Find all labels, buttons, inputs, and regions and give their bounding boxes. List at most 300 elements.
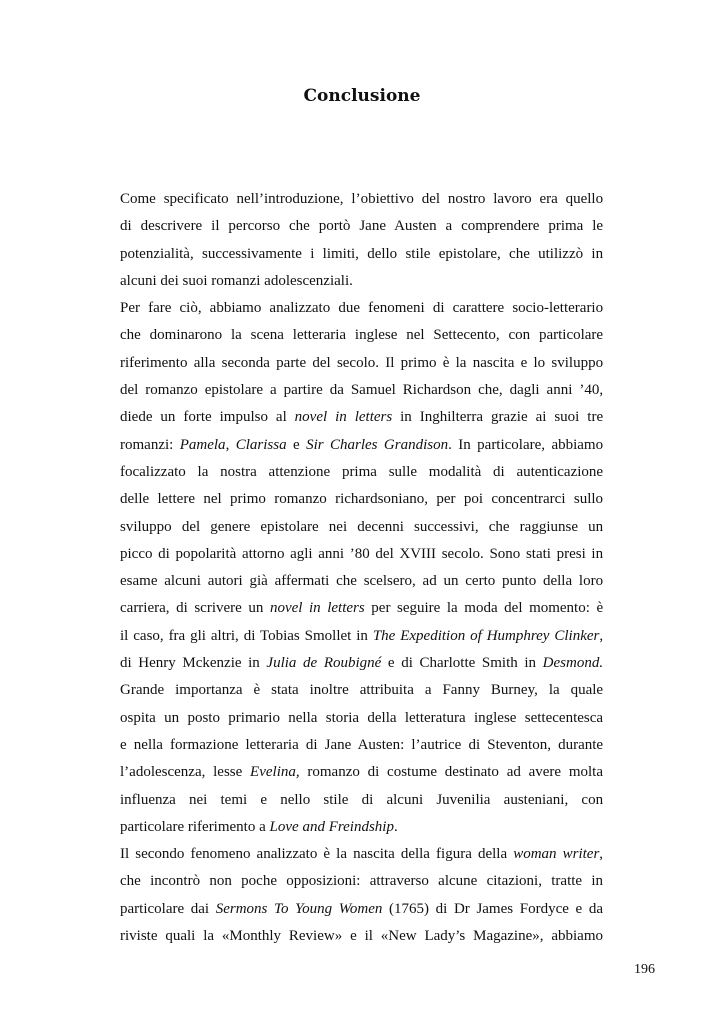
- word: letteratura: [404, 709, 466, 726]
- text-line: [120, 623, 603, 650]
- word: concentrarci: [491, 491, 566, 508]
- word: durante: [558, 736, 603, 753]
- word: .: [393, 818, 398, 835]
- word: ,: [225, 436, 230, 453]
- word: nello: [280, 791, 311, 808]
- word: di: [176, 600, 188, 617]
- italic-word: Roubigné: [323, 655, 382, 672]
- word: molta: [568, 764, 603, 781]
- word: costume: [387, 764, 438, 781]
- word: sullo: [573, 491, 603, 508]
- word: austeniani,: [503, 791, 569, 808]
- word: importanza: [175, 682, 243, 699]
- word: momento:: [529, 600, 590, 617]
- text-line: [120, 213, 603, 240]
- word: loro: [578, 573, 603, 590]
- word: settecentesca: [524, 709, 603, 726]
- word: attorno: [241, 545, 285, 562]
- word: del: [120, 382, 139, 399]
- italic-word: in: [308, 600, 321, 617]
- text-line: [120, 322, 603, 349]
- word: caso,: [133, 627, 164, 644]
- word: gli: [190, 627, 206, 644]
- word: del: [421, 191, 441, 207]
- word: suoi: [554, 409, 580, 426]
- word: popolarità: [175, 545, 237, 562]
- word: dello: [367, 245, 398, 262]
- word: Fordyce: [519, 900, 569, 917]
- word: formazione: [170, 736, 239, 753]
- word: lesse: [213, 764, 243, 781]
- word: alla: [193, 354, 216, 371]
- word: particolare,: [477, 436, 546, 453]
- word: diede: [120, 409, 153, 426]
- word: focalizzato: [120, 463, 186, 480]
- word: del: [312, 354, 331, 371]
- word: Smith: [481, 655, 518, 672]
- word: Il: [385, 354, 395, 371]
- word: anni: [546, 382, 573, 399]
- word: nella: [133, 736, 163, 753]
- word: fare: [148, 300, 172, 317]
- word: stata: [271, 682, 299, 699]
- word: storia: [325, 709, 360, 726]
- word: della: [400, 846, 430, 863]
- word: da: [329, 382, 344, 399]
- word: la: [336, 846, 347, 863]
- word: della: [542, 573, 573, 590]
- word: successivamente: [201, 245, 302, 262]
- word: attribuita: [359, 682, 414, 699]
- word: richardsoniano,: [335, 491, 428, 508]
- word: a: [269, 382, 277, 399]
- word: con: [508, 327, 531, 344]
- word: epistolare: [204, 382, 264, 399]
- word: alcuni: [386, 791, 424, 808]
- word: nostra: [220, 463, 257, 480]
- word: particolare: [120, 900, 185, 917]
- text-line: [120, 896, 603, 923]
- word: per: [371, 600, 391, 617]
- word: Tobias: [259, 627, 300, 644]
- word: primo: [400, 354, 437, 371]
- body-text: [120, 186, 603, 950]
- word: esame: [120, 573, 158, 590]
- word: e: [292, 436, 300, 453]
- word: l’adolescenza,: [120, 764, 206, 781]
- word: nei: [189, 791, 208, 808]
- italic-word: Grandison: [383, 436, 449, 453]
- word: altri,: [210, 627, 239, 644]
- word: del: [504, 600, 523, 617]
- word: è: [253, 682, 261, 699]
- word: In: [458, 436, 471, 453]
- word: (1765): [389, 900, 430, 917]
- word: in: [591, 873, 603, 890]
- text-line: [120, 295, 603, 322]
- page-title: Conclusione: [303, 86, 421, 106]
- word: certo: [465, 573, 496, 590]
- word: nascita: [472, 354, 515, 371]
- text-line: [120, 841, 603, 868]
- word: in: [524, 655, 537, 672]
- word: affermati: [274, 573, 330, 590]
- word: temi: [220, 791, 248, 808]
- word: utilizzò: [538, 245, 584, 262]
- word: agli: [290, 545, 313, 562]
- word: ad: [422, 573, 437, 590]
- italic-word: Clinker: [554, 627, 600, 644]
- word: successivi,: [414, 518, 479, 535]
- word: di: [361, 791, 374, 808]
- italic-word: letters: [354, 409, 393, 426]
- word: Inghilterra: [419, 409, 484, 426]
- word: Magazine»,: [473, 928, 544, 945]
- word: abbiamo: [551, 436, 603, 453]
- text-line: [120, 677, 603, 704]
- word: raggiunse: [519, 518, 578, 535]
- word: stile: [405, 245, 431, 262]
- word: moda: [464, 600, 498, 617]
- word: Charlotte: [419, 655, 476, 672]
- italic-word: of: [470, 627, 482, 644]
- word: tratte: [551, 873, 583, 890]
- italic-word: Love: [269, 818, 299, 835]
- word: parte: [276, 354, 307, 371]
- word: stati: [525, 545, 551, 562]
- word: il: [211, 218, 220, 235]
- word: la: [446, 600, 458, 617]
- text-line: [120, 814, 603, 841]
- word: nostro: [447, 191, 486, 207]
- word: analizzato: [269, 300, 331, 317]
- word: Grande: [120, 682, 165, 699]
- word: i: [310, 245, 315, 262]
- word: specificato: [163, 191, 229, 207]
- word: nel: [203, 491, 222, 508]
- word: inglese: [473, 709, 517, 726]
- text-line: [120, 705, 603, 732]
- word: le: [592, 218, 603, 235]
- italic-word: Charles: [329, 436, 378, 453]
- word: da: [588, 900, 603, 917]
- italic-word: Humphrey: [486, 627, 550, 644]
- word: destinato: [444, 764, 499, 781]
- word: secolo.: [336, 354, 380, 371]
- word: quello: [565, 191, 603, 207]
- word: ’40,: [579, 382, 603, 399]
- word: di: [120, 655, 132, 672]
- word: Lady’s: [424, 928, 466, 945]
- word: della: [477, 846, 508, 863]
- word: che,: [478, 382, 503, 399]
- italic-word: Evelina,: [250, 764, 300, 781]
- word: la: [548, 682, 560, 699]
- word: la: [197, 463, 209, 480]
- word: fenomeni: [368, 300, 425, 317]
- word: dai: [190, 900, 210, 917]
- word: e: [260, 791, 268, 808]
- word: quali: [165, 928, 196, 945]
- word: nell’introduzione,: [236, 191, 344, 207]
- word: autenticazione: [516, 463, 603, 480]
- word: riferimento: [187, 818, 256, 835]
- word: di: [468, 736, 481, 753]
- word: Mckenzie: [182, 655, 242, 672]
- word: epistolare,: [438, 245, 501, 262]
- word: genere: [210, 518, 251, 535]
- word: modalità: [428, 463, 482, 480]
- word: in: [591, 545, 603, 562]
- word: Burney,: [490, 682, 538, 699]
- word: di: [435, 900, 448, 917]
- word: riviste: [120, 928, 158, 945]
- word: posto: [187, 709, 220, 726]
- word: in: [591, 245, 603, 262]
- word: è: [323, 846, 331, 863]
- word: Henry: [138, 655, 176, 672]
- word: descrivere: [140, 218, 203, 235]
- word: era: [539, 191, 558, 207]
- word: che: [488, 518, 510, 535]
- word: carattere: [452, 300, 505, 317]
- word: romanzo: [307, 764, 360, 781]
- italic-word: novel: [294, 409, 328, 426]
- word: ciò,: [179, 300, 202, 317]
- word: Fanny: [442, 682, 480, 699]
- word: e: [350, 928, 357, 945]
- word: l’autrice: [411, 736, 462, 753]
- word: James: [476, 900, 514, 917]
- italic-word: Young: [295, 900, 333, 917]
- word: opposizioni:: [286, 873, 361, 890]
- word: partire: [283, 382, 323, 399]
- word: Jane: [324, 736, 352, 753]
- word: alcuni: [120, 272, 157, 289]
- word: socio-letterario: [512, 300, 603, 317]
- word: che: [120, 327, 141, 344]
- word: di: [243, 627, 256, 644]
- word: che: [336, 573, 357, 590]
- italic-word: and: [302, 818, 325, 835]
- word: romanzi:: [120, 436, 174, 453]
- word: figura: [436, 846, 472, 863]
- text-line: [120, 868, 603, 895]
- word: citazioni,: [486, 873, 542, 890]
- word: Smollet: [304, 627, 352, 644]
- word: abbiamo: [209, 300, 262, 317]
- word: dagli: [509, 382, 540, 399]
- word: primo: [230, 491, 266, 508]
- word: di: [305, 736, 318, 753]
- word: carriera,: [120, 600, 170, 617]
- page-number: 196: [634, 962, 655, 977]
- word: letteraria: [245, 736, 299, 753]
- word: non: [209, 873, 232, 890]
- word: Steventon,: [487, 736, 551, 753]
- word: fenomeno: [190, 846, 251, 863]
- word: punto: [502, 573, 537, 590]
- word: il: [364, 928, 373, 945]
- text-line: [120, 787, 603, 814]
- word: ospita: [120, 709, 156, 726]
- italic-word: writer: [562, 846, 600, 863]
- word: dei: [160, 272, 179, 289]
- word: ad: [506, 764, 521, 781]
- word: di: [158, 545, 170, 562]
- word: Settecento,: [433, 327, 500, 344]
- word: poi: [463, 491, 484, 508]
- text-line: [120, 595, 603, 622]
- word: influenza: [120, 791, 176, 808]
- italic-word: letters: [327, 600, 365, 617]
- word: Per: [120, 300, 140, 317]
- word: del: [375, 545, 394, 562]
- italic-word: Pamela: [179, 436, 226, 453]
- word: quale: [570, 682, 603, 699]
- italic-word: To: [274, 900, 289, 917]
- word: prima: [341, 463, 377, 480]
- italic-word: woman: [513, 846, 557, 863]
- word: sviluppo: [551, 354, 603, 371]
- text-line: [120, 432, 603, 459]
- word: inoltre: [309, 682, 349, 699]
- word: in: [356, 627, 368, 644]
- word: di: [367, 764, 380, 781]
- word: scena: [250, 327, 284, 344]
- italic-word: Clarissa: [235, 436, 287, 453]
- word: seguire: [397, 600, 441, 617]
- word: Jane: [359, 218, 386, 235]
- word: «Monthly: [221, 928, 282, 945]
- word: ’80: [349, 545, 370, 562]
- italic-word: Freindship: [328, 818, 394, 835]
- italic-word: de: [303, 655, 318, 672]
- text-line: [120, 241, 603, 268]
- word: scrivere: [194, 600, 242, 617]
- word: Come: [120, 191, 156, 207]
- word: «New: [380, 928, 417, 945]
- word: romanzi: [211, 272, 261, 289]
- word: Dr: [453, 900, 470, 917]
- word: di: [120, 218, 132, 235]
- word: nel: [406, 327, 425, 344]
- word: Il: [120, 846, 130, 863]
- word: adolescenziali.: [264, 272, 353, 289]
- word: decenni: [357, 518, 404, 535]
- word: secondo: [135, 846, 185, 863]
- word: seconda: [221, 354, 270, 371]
- word: due: [338, 300, 360, 317]
- word: attraverso: [369, 873, 429, 890]
- word: a: [424, 682, 432, 699]
- word: avere: [528, 764, 562, 781]
- word: nei: [328, 518, 348, 535]
- word: .: [448, 436, 452, 453]
- text-line: [120, 350, 603, 377]
- word: il: [120, 627, 129, 644]
- word: riferimento: [120, 354, 188, 371]
- word: dominarono: [149, 327, 223, 344]
- text-line: [120, 486, 603, 513]
- word: e: [575, 900, 583, 917]
- word: Juvenilia: [436, 791, 491, 808]
- word: Sono: [489, 545, 521, 562]
- word: delle: [120, 491, 150, 508]
- word: sulle: [388, 463, 418, 480]
- italic-word: novel: [269, 600, 303, 617]
- word: comprendere: [461, 218, 540, 235]
- word: anni: [318, 545, 345, 562]
- word: che: [509, 245, 530, 262]
- italic-word: Sir: [306, 436, 324, 453]
- word: attenzione: [268, 463, 331, 480]
- word: a: [445, 218, 453, 235]
- word: potenzialità,: [120, 245, 194, 262]
- word: che: [289, 218, 310, 235]
- word: grazie: [491, 409, 528, 426]
- word: sviluppo: [120, 518, 172, 535]
- word: limiti,: [322, 245, 359, 262]
- word: e: [120, 736, 127, 753]
- word: XVIII: [399, 545, 437, 562]
- word: con: [581, 791, 603, 808]
- text-line: [120, 514, 603, 541]
- word: nascita: [353, 846, 395, 863]
- word: percorso: [228, 218, 281, 235]
- word: ,: [599, 846, 603, 863]
- word: presi: [556, 545, 586, 562]
- word: Samuel: [350, 382, 396, 399]
- word: un: [248, 600, 264, 617]
- word: primario: [228, 709, 280, 726]
- word: abbiamo: [551, 928, 603, 945]
- word: lavoro: [493, 191, 532, 207]
- text-line: [120, 404, 603, 431]
- word: particolare: [538, 327, 603, 344]
- word: un: [164, 709, 180, 726]
- word: romanzo: [145, 382, 198, 399]
- word: ,: [599, 627, 603, 644]
- italic-word: Sermons: [215, 900, 268, 917]
- word: epistolare: [260, 518, 319, 535]
- text-line: [120, 568, 603, 595]
- word: particolare: [120, 818, 185, 835]
- word: per: [436, 491, 456, 508]
- word: lettere: [157, 491, 195, 508]
- word: fra: [168, 627, 186, 644]
- word: Review»: [288, 928, 343, 945]
- italic-word: Women: [338, 900, 383, 917]
- word: di: [493, 463, 505, 480]
- word: Austen:: [357, 736, 405, 753]
- word: e: [520, 354, 528, 371]
- word: alcuni: [164, 573, 201, 590]
- word: picco: [120, 545, 153, 562]
- word: inglese: [354, 327, 398, 344]
- word: poche: [241, 873, 277, 890]
- word: letteraria: [292, 327, 347, 344]
- word: che: [120, 873, 141, 890]
- text-line: [120, 459, 603, 486]
- word: un: [443, 573, 459, 590]
- word: in: [248, 655, 260, 672]
- word: tre: [587, 409, 603, 426]
- word: impulso: [219, 409, 268, 426]
- word: al: [275, 409, 287, 426]
- text-line: [120, 377, 603, 404]
- word: Richardson: [402, 382, 472, 399]
